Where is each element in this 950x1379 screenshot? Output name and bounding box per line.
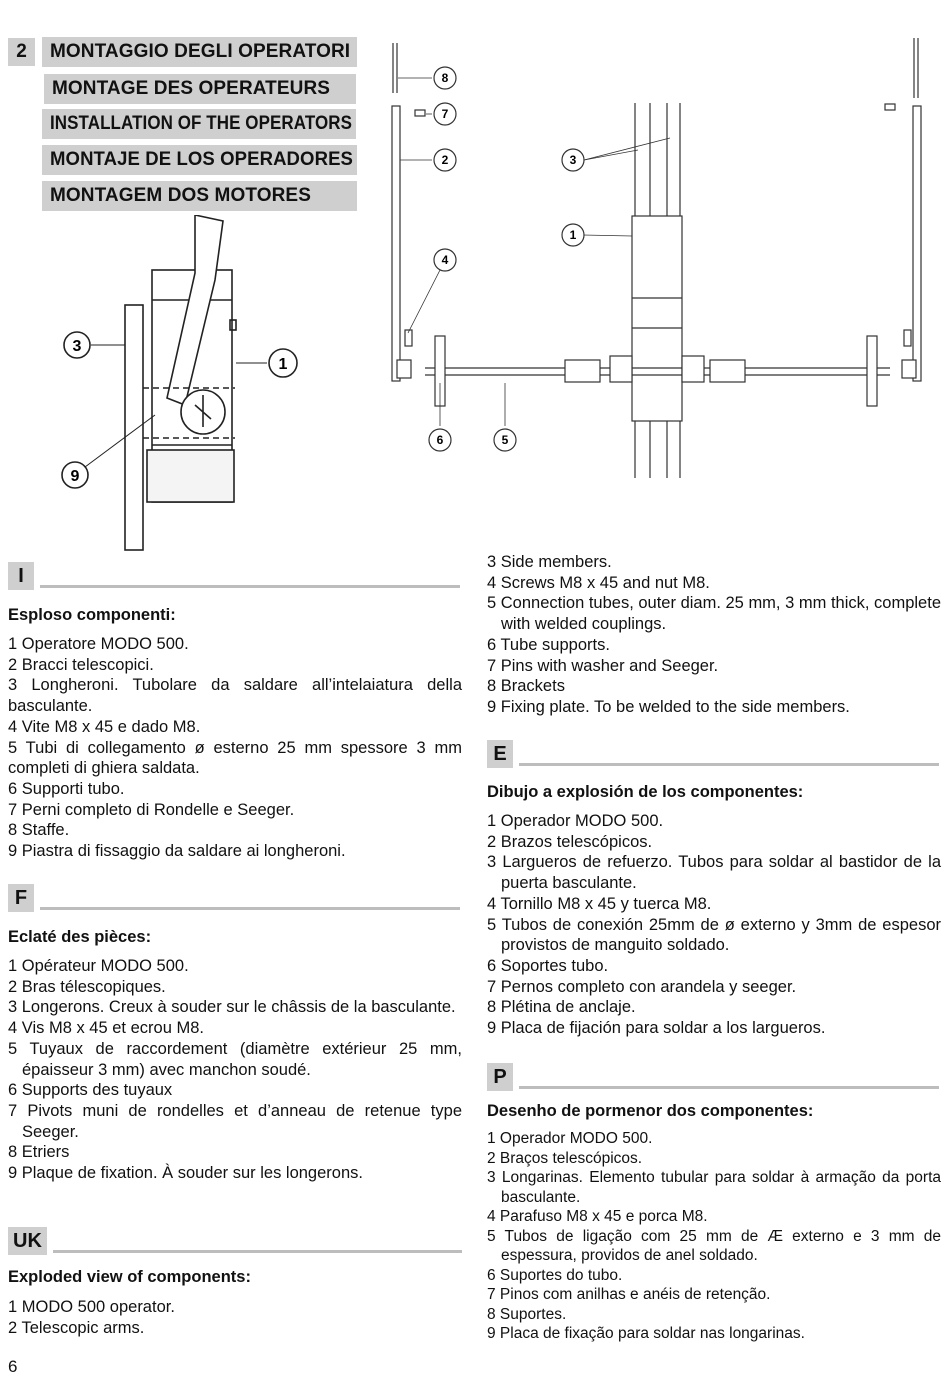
list-item: 1 Operador MODO 500. xyxy=(487,812,664,830)
lang-code-it: I xyxy=(8,562,34,590)
exploded-view-diagram xyxy=(370,38,945,488)
list-item: 2 Telescopic arms. xyxy=(8,1318,145,1337)
heading-uk: Exploded view of components: xyxy=(8,1268,251,1286)
list-item: 3 Longheroni. Tubolare da saldare all’intelaiatura della basculante. xyxy=(8,676,462,716)
list-item: 7 Pins with washer and Seeger. xyxy=(487,656,719,675)
list-item: 1 Opérateur MODO 500. xyxy=(8,957,189,975)
section-header-es xyxy=(487,740,939,768)
list-item: 7 Pinos com anilhas e anéis de retenção. xyxy=(487,1286,771,1303)
header-rule xyxy=(40,907,460,910)
list-item: 6 Supporti tubo. xyxy=(8,779,125,798)
lang-code-fr: F xyxy=(8,884,34,912)
title-spanish: MONTAJE DE LOS OPERADORES xyxy=(42,145,357,175)
component-list-es xyxy=(487,811,941,1039)
header-rule xyxy=(519,763,939,766)
title-english: INSTALLATION OF THE OPERATORS xyxy=(42,109,356,139)
header-rule xyxy=(40,585,460,588)
list-item: 2 Brazos telescópicos. xyxy=(487,832,653,851)
callout-6: 6 xyxy=(436,433,444,447)
list-item: 6 Soportes tubo. xyxy=(487,956,609,975)
component-list-pt xyxy=(487,1129,941,1344)
list-item: 5 Tubos de ligação com 25 mm de Æ externo e 3 mm de espessura, providos de anel soldado. xyxy=(487,1227,941,1264)
list-item: 9 Fixing plate. To be welded to the side members. xyxy=(487,697,850,716)
list-item: 3 Longarinas. Elemento tubular para soldar à armação da porta basculante. xyxy=(487,1169,941,1206)
lang-code-es: E xyxy=(487,740,513,768)
heading-fr: Eclaté des pièces: xyxy=(8,928,152,946)
callout-7: 7 xyxy=(441,107,449,121)
side-member-drawing xyxy=(125,305,143,550)
list-item: 3 Largueros de refuerzo. Tubos para soldar al bastidor de la puerta basculante. xyxy=(487,853,941,893)
lang-code-pt: P xyxy=(487,1063,513,1091)
side-view-diagram xyxy=(55,215,305,555)
heading-it: Esploso componenti: xyxy=(8,606,176,624)
list-item: 4 Tornillo M8 x 45 y tuerca M8. xyxy=(487,894,712,913)
callout-3: 3 xyxy=(72,338,82,355)
list-item: 4 Vite M8 x 45 e dado M8. xyxy=(8,717,201,736)
list-item: 9 Placa de fijación para soldar a los largueros. xyxy=(487,1019,826,1038)
list-item: 4 Screws M8 x 45 and nut M8. xyxy=(487,573,710,592)
heading-es: Dibujo a explosión de los componentes: xyxy=(487,783,804,801)
list-item: 8 Staffe. xyxy=(8,821,70,840)
list-item: 8 Suportes. xyxy=(487,1305,567,1323)
list-item: 6 Suportes do tubo. xyxy=(487,1266,623,1284)
component-list-fr xyxy=(8,956,462,1184)
list-item: 6 Supports des tuyaux xyxy=(8,1081,173,1100)
list-item: 1 Operador MODO 500. xyxy=(487,1130,653,1147)
list-item: 2 Bras télescopiques. xyxy=(8,977,166,996)
list-item: 9 Plaque de fixation. À souder sur les longerons. xyxy=(8,1164,363,1183)
lang-code-uk: UK xyxy=(8,1227,47,1255)
page-number: 6 xyxy=(8,1357,18,1376)
callout-2: 2 xyxy=(441,153,449,167)
title-french: MONTAGE DES OPERATEURS xyxy=(44,74,356,104)
list-item: 8 Brackets xyxy=(487,677,565,696)
list-item: 3 Longerons. Creux à souder sur le châssis de la basculante. xyxy=(8,998,456,1017)
callout-3b: 3 xyxy=(569,153,577,167)
heading-pt: Desenho de pormenor dos componentes: xyxy=(487,1102,814,1120)
callout-1: 1 xyxy=(278,356,288,373)
section-header-uk xyxy=(8,1227,462,1255)
list-item: 4 Vis M8 x 45 et ecrou M8. xyxy=(8,1019,204,1038)
callout-8: 8 xyxy=(441,71,449,85)
list-item: 9 Piastra di fissaggio da saldare ai longheroni. xyxy=(8,842,346,861)
list-item: 8 Etriers xyxy=(8,1143,70,1162)
list-item: 5 Tubos de conexión 25mm de ø externo y 3mm de espesor provistos de manguito soldado. xyxy=(487,915,941,955)
component-list-uk-part2 xyxy=(487,552,941,718)
list-item: 7 Perni completo di Rondelle e Seeger. xyxy=(8,800,295,819)
list-item: 8 Plétina de anclaje. xyxy=(487,998,636,1017)
section-header-fr xyxy=(8,884,460,912)
list-item: 1 Operatore MODO 500. xyxy=(8,635,189,653)
section-header-it xyxy=(8,562,460,590)
list-item: 7 Pernos completo con arandela y seeger. xyxy=(487,977,797,996)
callout-9: 9 xyxy=(70,468,80,485)
list-item: 5 Connection tubes, outer diam. 25 mm, 3 mm thick, complete with welded couplings. xyxy=(487,594,941,634)
list-item: 3 Side members. xyxy=(487,553,612,571)
title-italian: MONTAGGIO DEGLI OPERATORI xyxy=(42,37,357,67)
list-item: 7 Pivots muni de rondelles et d’anneau de retenue type Seeger. xyxy=(8,1101,462,1141)
list-item: 5 Tuyaux de raccordement (diamètre extérieur 25 mm, épaisseur 3 mm) avec manchon soudé. xyxy=(8,1039,462,1079)
header-rule xyxy=(519,1086,939,1089)
list-item: 6 Tube supports. xyxy=(487,635,610,654)
header-rule xyxy=(53,1250,462,1253)
list-item: 5 Tubi di collegamento ø esterno 25 mm spessore 3 mm completi di ghiera saldata. xyxy=(8,738,462,778)
list-item: 2 Braços telescópicos. xyxy=(487,1149,643,1167)
list-item: 4 Parafuso M8 x 45 e porca M8. xyxy=(487,1208,708,1225)
callout-4: 4 xyxy=(441,253,449,267)
callout-5: 5 xyxy=(501,433,509,447)
title-portuguese: MONTAGEM DOS MOTORES xyxy=(42,181,357,211)
list-item: 2 Bracci telescopici. xyxy=(8,655,154,674)
component-list-uk-part1 xyxy=(8,1297,462,1338)
component-list-it xyxy=(8,634,462,862)
callout-1b: 1 xyxy=(569,228,577,242)
list-item: 9 Placa de fixação para soldar nas longarinas. xyxy=(487,1325,805,1342)
list-item: 1 MODO 500 operator. xyxy=(8,1298,175,1316)
section-header-pt xyxy=(487,1063,939,1091)
section-number: 2 xyxy=(8,38,35,66)
